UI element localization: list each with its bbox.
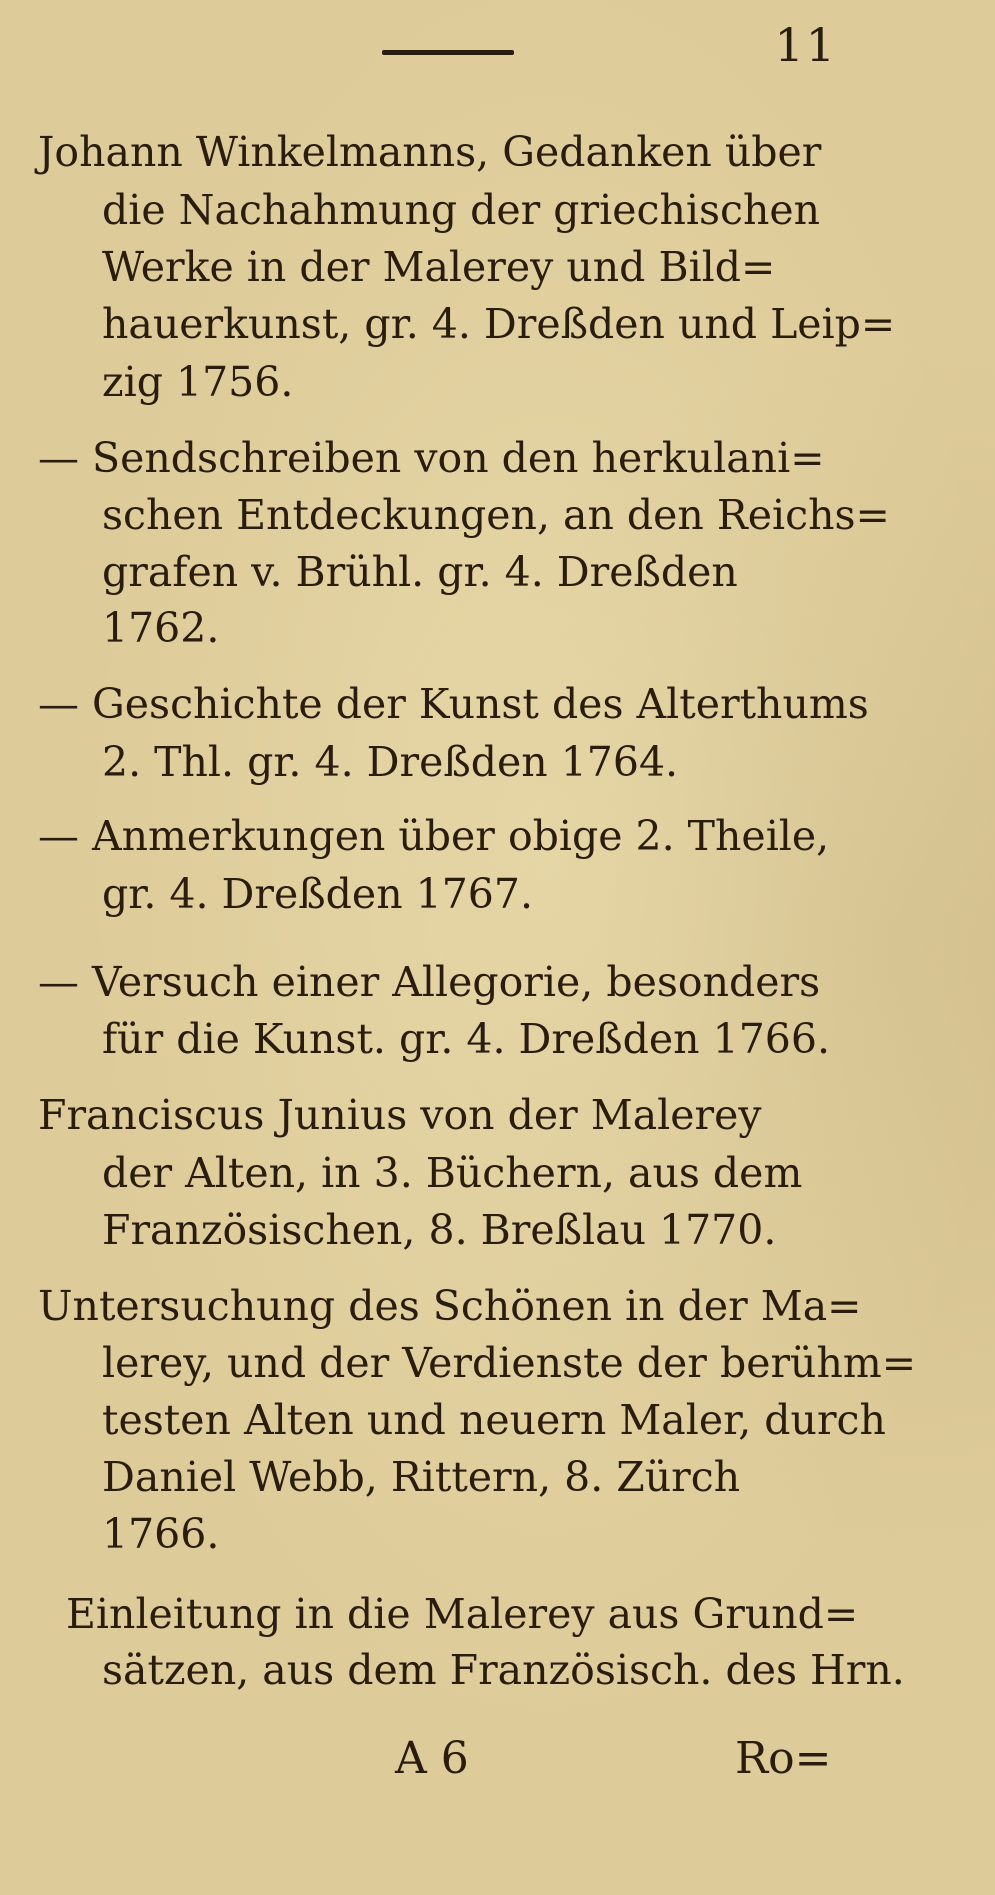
signature-mark: A 6 [395,1733,469,1784]
catchword: Ro= [735,1733,832,1784]
entry-line: testen Alten und neuern Maler, durch [102,1396,886,1444]
entry-line: — Versuch einer Allegorie, besonders [38,958,821,1006]
entry-line: schen Entdeckungen, an den Reichs= [102,491,890,539]
entry-line: der Alten, in 3. Büchern, aus dem [102,1149,803,1197]
entry-line: sätzen, aus dem Französisch. des Hrn. [102,1646,905,1694]
entry-line: — Anmerkungen über obige 2. Theile, [38,812,830,860]
entry-line: lerey, und der Verdienste der berühm= [102,1339,917,1387]
page-number: 11 [774,18,837,72]
entry-line: Johann Winkelmanns, Gedanken über [38,128,822,176]
entry-line: 2. Thl. gr. 4. Dreßden 1764. [102,738,679,786]
entry-line: für die Kunst. gr. 4. Dreßden 1766. [102,1015,830,1063]
entry-line: gr. 4. Dreßden 1767. [102,870,534,918]
entry-line: Daniel Webb, Rittern, 8. Zürch [102,1453,741,1501]
entry-line: Französischen, 8. Breßlau 1770. [102,1206,777,1254]
entry-line: Franciscus Junius von der Malerey [38,1091,762,1139]
entry-line: Werke in der Malerey und Bild= [102,243,776,291]
entry-line: — Sendschreiben von den herkulani= [38,434,825,482]
entry-line: hauerkunst, gr. 4. Dreßden und Leip= [102,300,896,348]
entry-line: Untersuchung des Schönen in der Ma= [38,1282,862,1330]
entry-line: grafen v. Brühl. gr. 4. Dreßden [102,548,738,596]
entry-line: — Geschichte der Kunst des Alterthums [38,680,869,728]
entry-line: 1762. [102,604,220,652]
entry-line: die Nachahmung der griechischen [102,186,821,234]
header-rule [382,50,514,55]
entry-line: 1766. [102,1510,220,1558]
entry-line: zig 1756. [102,358,294,406]
entry-line: Einleitung in die Malerey aus Grund= [66,1590,859,1638]
